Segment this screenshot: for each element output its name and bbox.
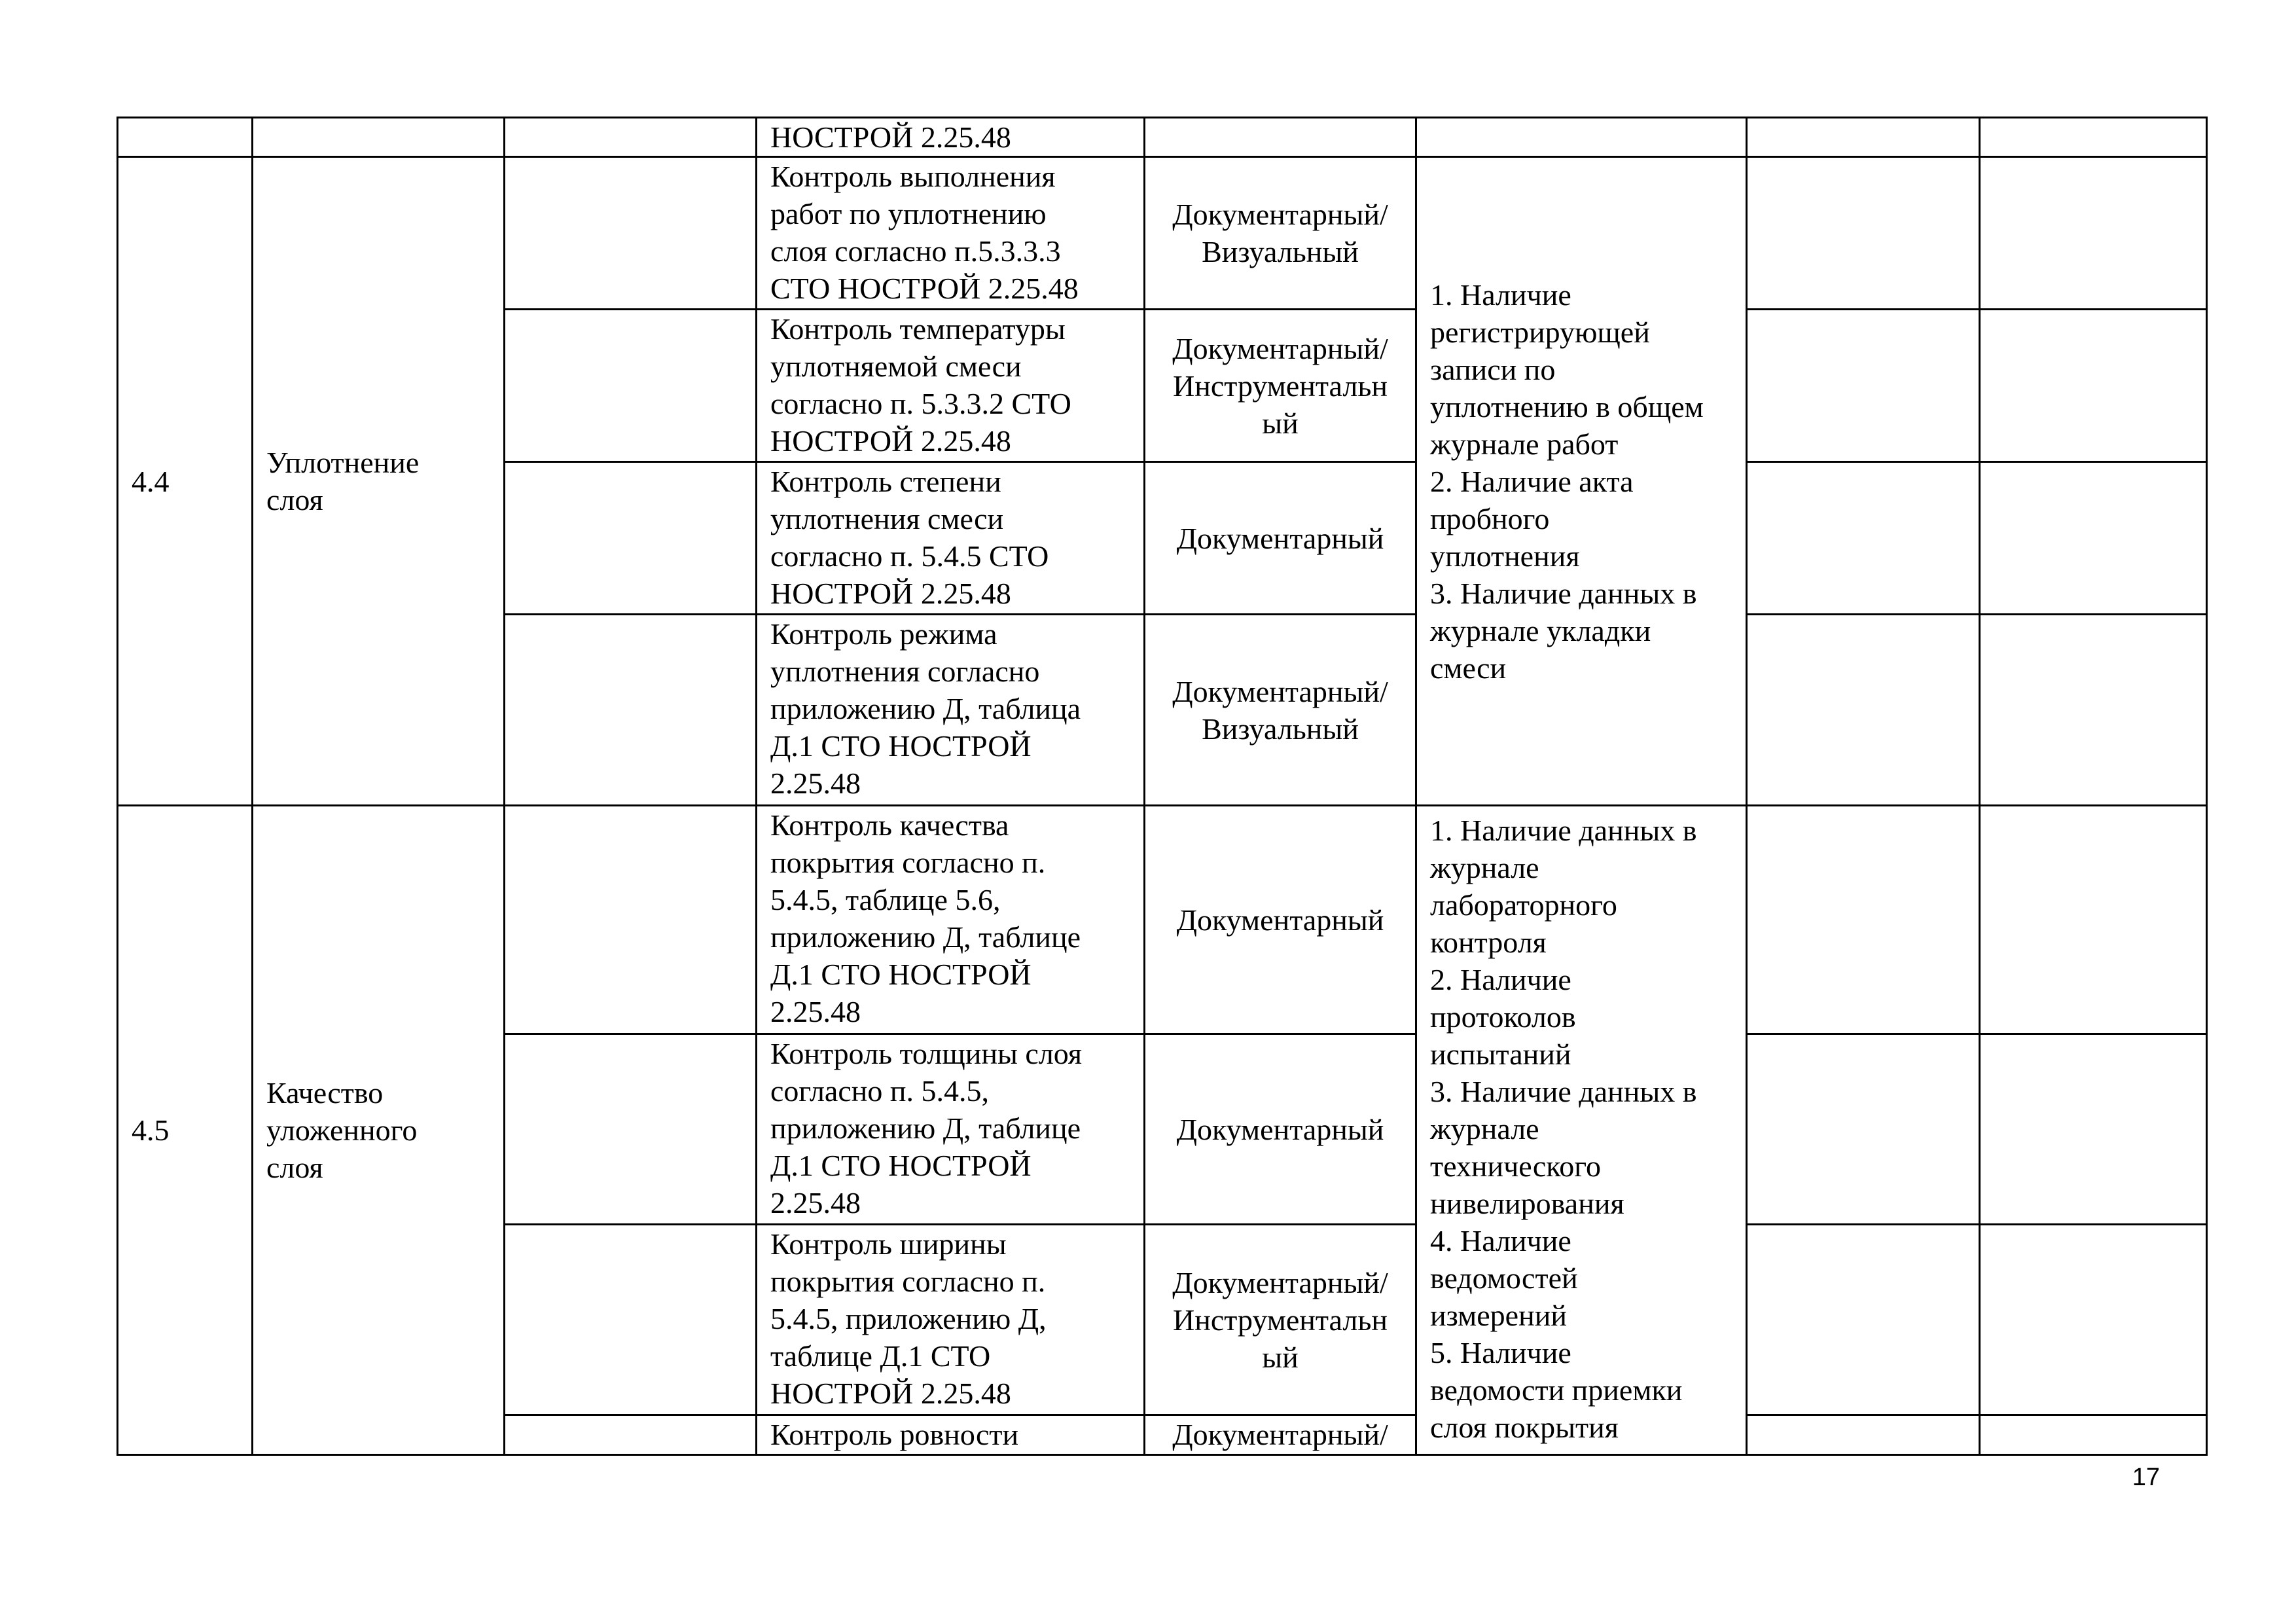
page-number: 17 [2132, 1464, 2160, 1491]
evidence-cell [1416, 806, 1747, 1455]
check-cell [757, 157, 1145, 310]
check-text: Контроль ровности [770, 1418, 1019, 1451]
table-cell [253, 118, 505, 157]
check-text: НОСТРОЙ 2.25.48 [770, 120, 1011, 154]
table-cell [1747, 1415, 1980, 1455]
check-text: Контроль толщины слоя согласно п. 5.4.5, приложению Д, таблице Д.1 СТО НОСТРОЙ 2.25.48 [770, 1037, 1083, 1219]
table-cell [505, 462, 757, 615]
section-name-cell [253, 806, 505, 1455]
table-cell [1980, 615, 2207, 806]
table-cell [1747, 806, 1980, 1034]
section-number-cell [118, 806, 253, 1455]
method-text: Документарный/ Визуальный [1172, 674, 1388, 746]
table-cell [1747, 310, 1980, 462]
method-text: Документарный [1176, 521, 1384, 555]
check-cell [757, 1225, 1145, 1415]
table-cell [505, 310, 757, 462]
check-cell [757, 118, 1145, 157]
table-cell [1416, 118, 1747, 157]
evidence-cell [1416, 157, 1747, 806]
table-cell [1747, 1034, 1980, 1225]
method-text: Документарный/ Инструментальн ый [1172, 1265, 1388, 1374]
method-cell [1145, 615, 1416, 806]
table-cell [1980, 462, 2207, 615]
check-text: Контроль степени уплотнения смеси согласно п. 5.4.5 СТО НОСТРОЙ 2.25.48 [770, 465, 1049, 610]
method-text: Документарный [1176, 1112, 1384, 1146]
table-cell [505, 806, 757, 1034]
section-name: Уплотнение слоя [266, 446, 420, 516]
evidence-text: 1. Наличие регистрирующей записи по уплотнению в общем журнале работ 2. Наличие акта пробного уплотнения 3. Наличие данных в журнале укладки смеси [1430, 278, 1704, 685]
check-text: Контроль температуры уплотняемой смеси согласно п. 5.3.3.2 СТО НОСТРОЙ 2.25.48 [770, 312, 1071, 458]
method-text: Документарный/ [1172, 1418, 1388, 1451]
table-cell [1980, 1034, 2207, 1225]
table-cell [1980, 806, 2207, 1034]
table-cell [1980, 310, 2207, 462]
method-cell [1145, 310, 1416, 462]
table-cell [1747, 615, 1980, 806]
table-cell [505, 118, 757, 157]
check-cell [757, 310, 1145, 462]
table-cell [1980, 1225, 2207, 1415]
section-name: Качество уложенного слоя [266, 1076, 418, 1184]
table-row [118, 118, 2207, 157]
check-text: Контроль выполнения работ по уплотнению слоя согласно п.5.3.3.3 СТО НОСТРОЙ 2.25.48 [770, 160, 1079, 305]
method-cell [1145, 1034, 1416, 1225]
check-text: Контроль качества покрытия согласно п. 5.4.5, таблице 5.6, приложению Д, таблице Д.1 СТО НОСТРОЙ 2.25.48 [770, 808, 1081, 1028]
section-number: 4.4 [132, 464, 170, 498]
control-table [117, 117, 2208, 1456]
evidence-text: 1. Наличие данных в журнале лабораторного контроля 2. Наличие протоколов испытаний 3. Наличие данных в журнале технического нивелирования 4. Наличие ведомостей измерений 5. Наличие ведомости приемки слоя покрытия [1430, 814, 1697, 1444]
method-text: Документарный/ Инструментальн ый [1172, 331, 1388, 440]
table-row [118, 806, 2207, 1034]
table-cell [118, 118, 253, 157]
section-number: 4.5 [132, 1113, 170, 1147]
table-row [118, 157, 2207, 310]
check-cell [757, 462, 1145, 615]
method-cell [1145, 1415, 1416, 1455]
table-cell [1980, 118, 2207, 157]
check-cell [757, 615, 1145, 806]
table-cell [1747, 1225, 1980, 1415]
table-cell [505, 615, 757, 806]
check-cell [757, 1415, 1145, 1455]
check-text: Контроль ширины покрытия согласно п. 5.4.5, приложению Д, таблице Д.1 СТО НОСТРОЙ 2.25.48 [770, 1227, 1047, 1410]
method-text: Документарный [1176, 903, 1384, 937]
check-cell [757, 806, 1145, 1034]
check-cell [757, 1034, 1145, 1225]
table-cell [1747, 157, 1980, 310]
method-cell [1145, 806, 1416, 1034]
check-text: Контроль режима уплотнения согласно приложению Д, таблица Д.1 СТО НОСТРОЙ 2.25.48 [770, 617, 1081, 800]
table-cell [505, 157, 757, 310]
table-cell [505, 1225, 757, 1415]
section-number-cell [118, 157, 253, 806]
table-cell [505, 1034, 757, 1225]
method-cell [1145, 1225, 1416, 1415]
table-cell [505, 1415, 757, 1455]
section-name-cell [253, 157, 505, 806]
table-cell [1747, 462, 1980, 615]
table-cell [1980, 157, 2207, 310]
table-cell [1145, 118, 1416, 157]
method-cell [1145, 157, 1416, 310]
table-cell [1747, 118, 1980, 157]
method-text: Документарный/ Визуальный [1172, 198, 1388, 268]
method-cell [1145, 462, 1416, 615]
table-cell [1980, 1415, 2207, 1455]
